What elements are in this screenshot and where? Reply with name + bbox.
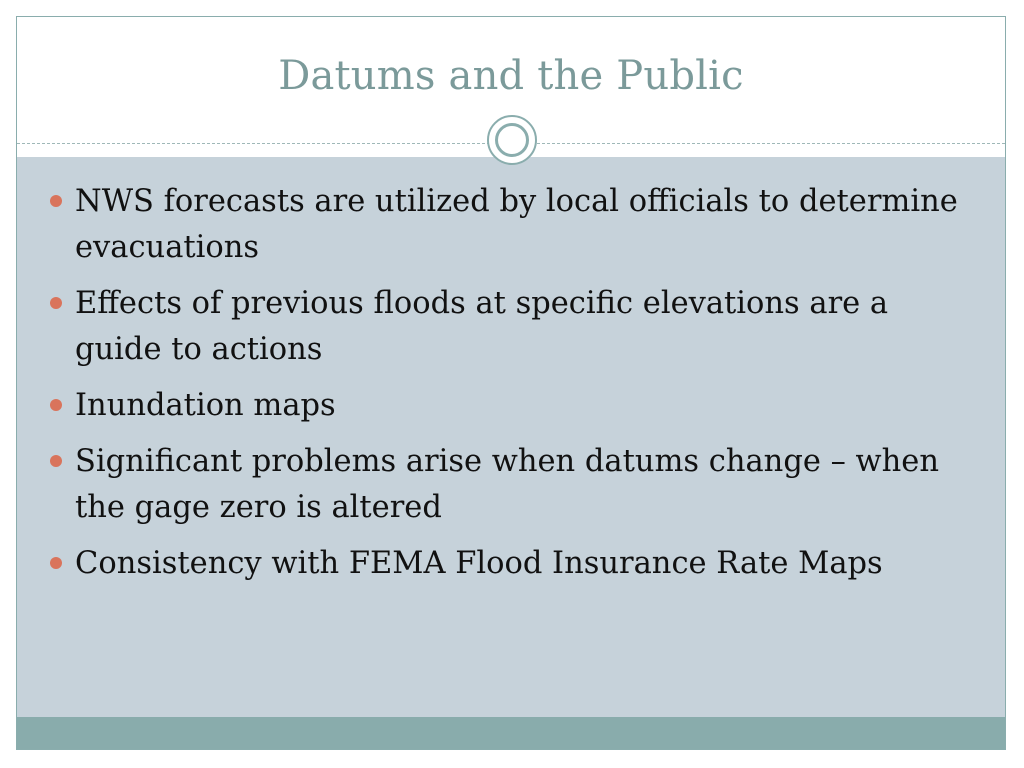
bullet-dot-icon (50, 297, 62, 309)
bullet-text: NWS forecasts are utilized by local officials to determine evacuations (75, 184, 958, 265)
bullet-list (47, 179, 977, 597)
bullet-item (47, 541, 977, 587)
bullet-item (47, 383, 977, 429)
bullet-text: Inundation maps (75, 388, 336, 423)
bullet-item (47, 439, 977, 531)
bullet-text: Significant problems arise when datums change – when the gage zero is altered (75, 444, 939, 525)
bullet-item (47, 179, 977, 271)
bullet-dot-icon (50, 399, 62, 411)
inner-ring-icon (495, 123, 529, 157)
slide-title: Datums and the Public (278, 53, 744, 99)
slide (16, 16, 1006, 750)
footer-band (17, 717, 1005, 750)
circle-ornament-icon (487, 115, 537, 165)
bullet-dot-icon (50, 195, 62, 207)
bullet-dot-icon (50, 557, 62, 569)
bullet-dot-icon (50, 455, 62, 467)
bullet-item (47, 281, 977, 373)
bullet-text: Effects of previous floods at specific elevations are a guide to actions (75, 286, 889, 367)
bullet-text: Consistency with FEMA Flood Insurance Rate Maps (75, 546, 883, 581)
